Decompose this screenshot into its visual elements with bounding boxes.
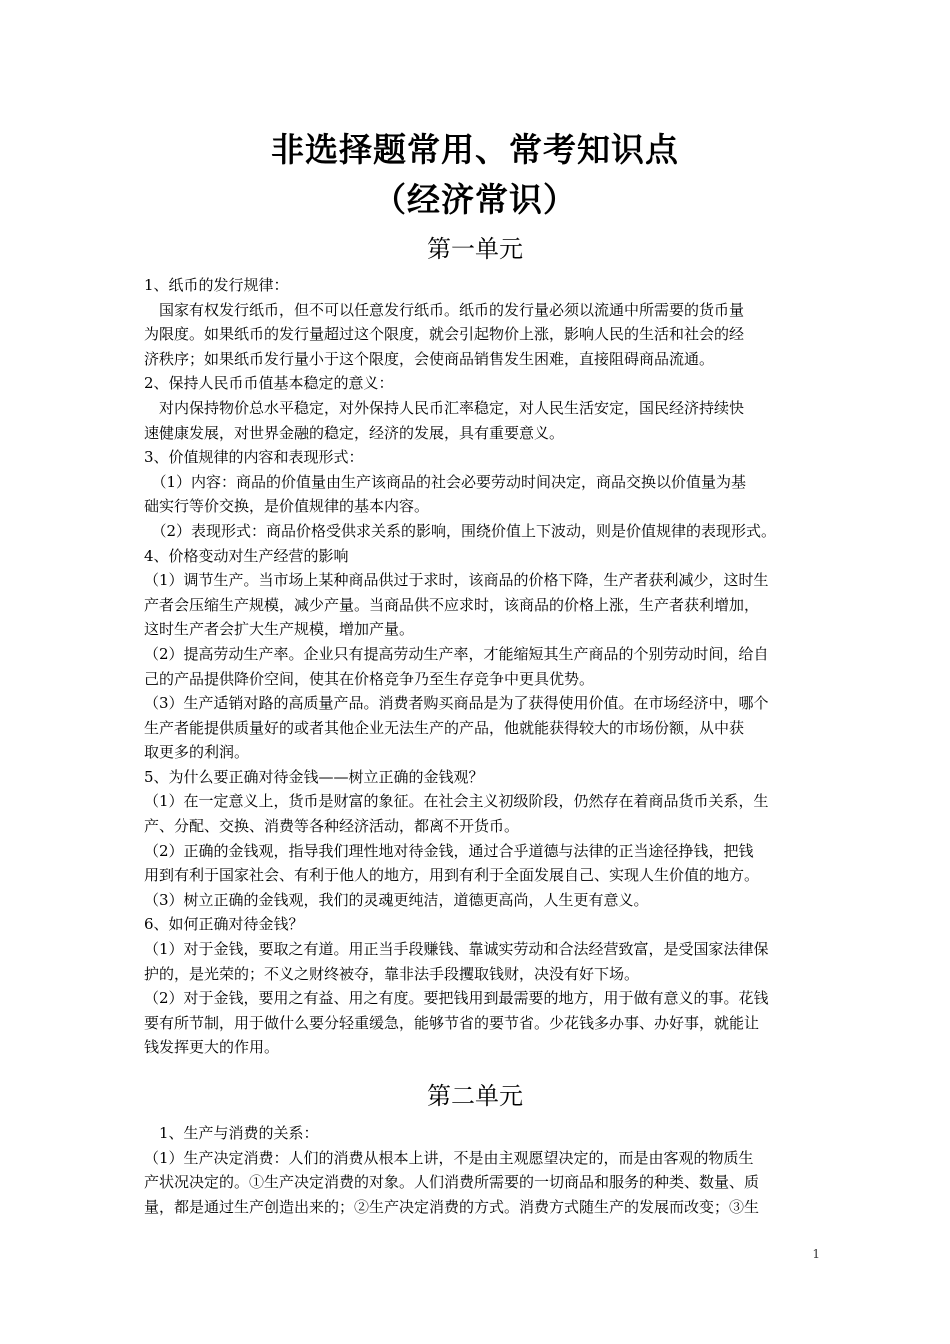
unit2-body [144,1121,818,1219]
text-line: （2）对于金钱，要用之有益、用之有度。要把钱用到最需要的地方，用于做有意义的事。花钱 [144,989,769,1008]
text-line: 为限度。如果纸币的发行量超过这个限度，就会引起物价上涨，影响人民的生活和社会的经 [144,325,745,344]
text-line: （1）内容：商品的价值量由生产该商品的社会必要劳动时间决定，商品交换以价值量为基 [144,472,747,491]
text-line: （3）树立正确的金钱观，我们的灵魂更纯洁，道德更高尚，人生更有意义。 [144,890,649,909]
text-line: 6、如何正确对待金钱？ [144,915,304,934]
text-line: 生产者能提供质量好的或者其他企业无法生产的产品，他就能获得较大的市场份额，从中获 [144,718,745,737]
unit1-body [144,273,818,1060]
text-line: 钱发挥更大的作用。 [144,1038,280,1057]
document-title: 非选择题常用、常考知识点 [271,130,679,169]
text-line: （2）提高劳动生产率。企业只有提高劳动生产率，才能缩短其生产商品的个别劳动时间，给自 [144,644,769,663]
text-line: 国家有权发行纸币，但不可以任意发行纸币。纸币的发行量必须以流通中所需要的货币量 [144,300,745,319]
text-line: 3、价值规律的内容和表现形式： [144,448,364,467]
document-subtitle: （经济常识） [373,180,577,219]
text-line: 2、保持人民币币值基本稳定的意义： [144,374,394,393]
text-line: （1）对于金钱，要取之有道。用正当手段赚钱、靠诚实劳动和合法经营致富，是受国家法律保 [144,940,769,959]
text-line: （2）表现形式：商品价格受供求关系的影响，围绕价值上下波动，则是价值规律的表现形式。 [144,521,777,540]
text-line: 要有所节制，用于做什么要分轻重缓急，能够节省的要节省。少花钱多办事、办好事，就能让 [144,1013,760,1032]
unit-heading-1: 第一单元 [427,235,523,263]
text-line: 产、分配、交换、消费等各种经济活动，都离不开货币。 [144,817,520,836]
text-line: 5、为什么要正确对待金钱——树立正确的金钱观？ [144,767,484,786]
page-number: 1 [812,1247,820,1261]
text-line: 产状况决定的。①生产决定消费的对象。人们消费所需要的一切商品和服务的种类、数量、质 [144,1173,760,1192]
text-line: 4、价格变动对生产经营的影响 [144,546,349,565]
text-line: 速健康发展，对世界金融的稳定，经济的发展，具有重要意义。 [144,423,565,442]
text-line: 1、纸币的发行规律： [144,276,289,294]
text-line: （2）正确的金钱观，指导我们理性地对待金钱，通过合乎道德与法律的正当途径挣钱，把钱 [144,841,754,860]
text-line: （1）生产决定消费：人们的消费从根本上讲，不是由主观愿望决定的，而是由客观的物质生 [144,1148,754,1167]
text-line: （1）调节生产。当市场上某种商品供过于求时，该商品的价格下降，生产者获利减少，这时生 [144,571,769,590]
text-line: 量，都是通过生产创造出来的；②生产决定消费的方式。消费方式随生产的发展而改变；③生 [144,1197,760,1216]
text-line: 济秩序；如果纸币发行量小于这个限度，会使商品销售发生困难，直接阻碍商品流通。 [144,349,715,368]
unit-heading-2: 第二单元 [427,1082,523,1110]
text-line: （3）生产适销对路的高质量产品。消费者购买商品是为了获得使用价值。在市场经济中，哪个 [144,694,769,713]
text-line: 护的，是光荣的；不义之财终被夺，靠非法手段攫取钱财，决没有好下场。 [144,964,640,983]
text-line: 产者会压缩生产规模，减少产量。当商品供不应求时，该商品的价格上涨，生产者获利增加， [144,595,760,614]
text-line: 用到有利于国家社会、有利于他人的地方，用到有利于全面发展自己、实现人生价值的地方。 [144,866,760,885]
text-line: 础实行等价交换，是价值规律的基本内容。 [144,497,430,516]
text-line: （1）在一定意义上，货币是财富的象征。在社会主义初级阶段，仍然存在着商品货币关系，生 [144,792,769,811]
text-line: 己的产品提供降价空间，使其在价格竞争乃至生存竞争中更具优势。 [144,669,595,688]
text-line: 1、生产与消费的关系： [144,1124,319,1142]
text-line: 取更多的利润。 [144,743,250,762]
text-line: 对内保持物价总水平稳定，对外保持人民币汇率稳定，对人民生活安定，国民经济持续快 [144,398,745,417]
text-line: 这时生产者会扩大生产规模，增加产量。 [144,620,415,639]
